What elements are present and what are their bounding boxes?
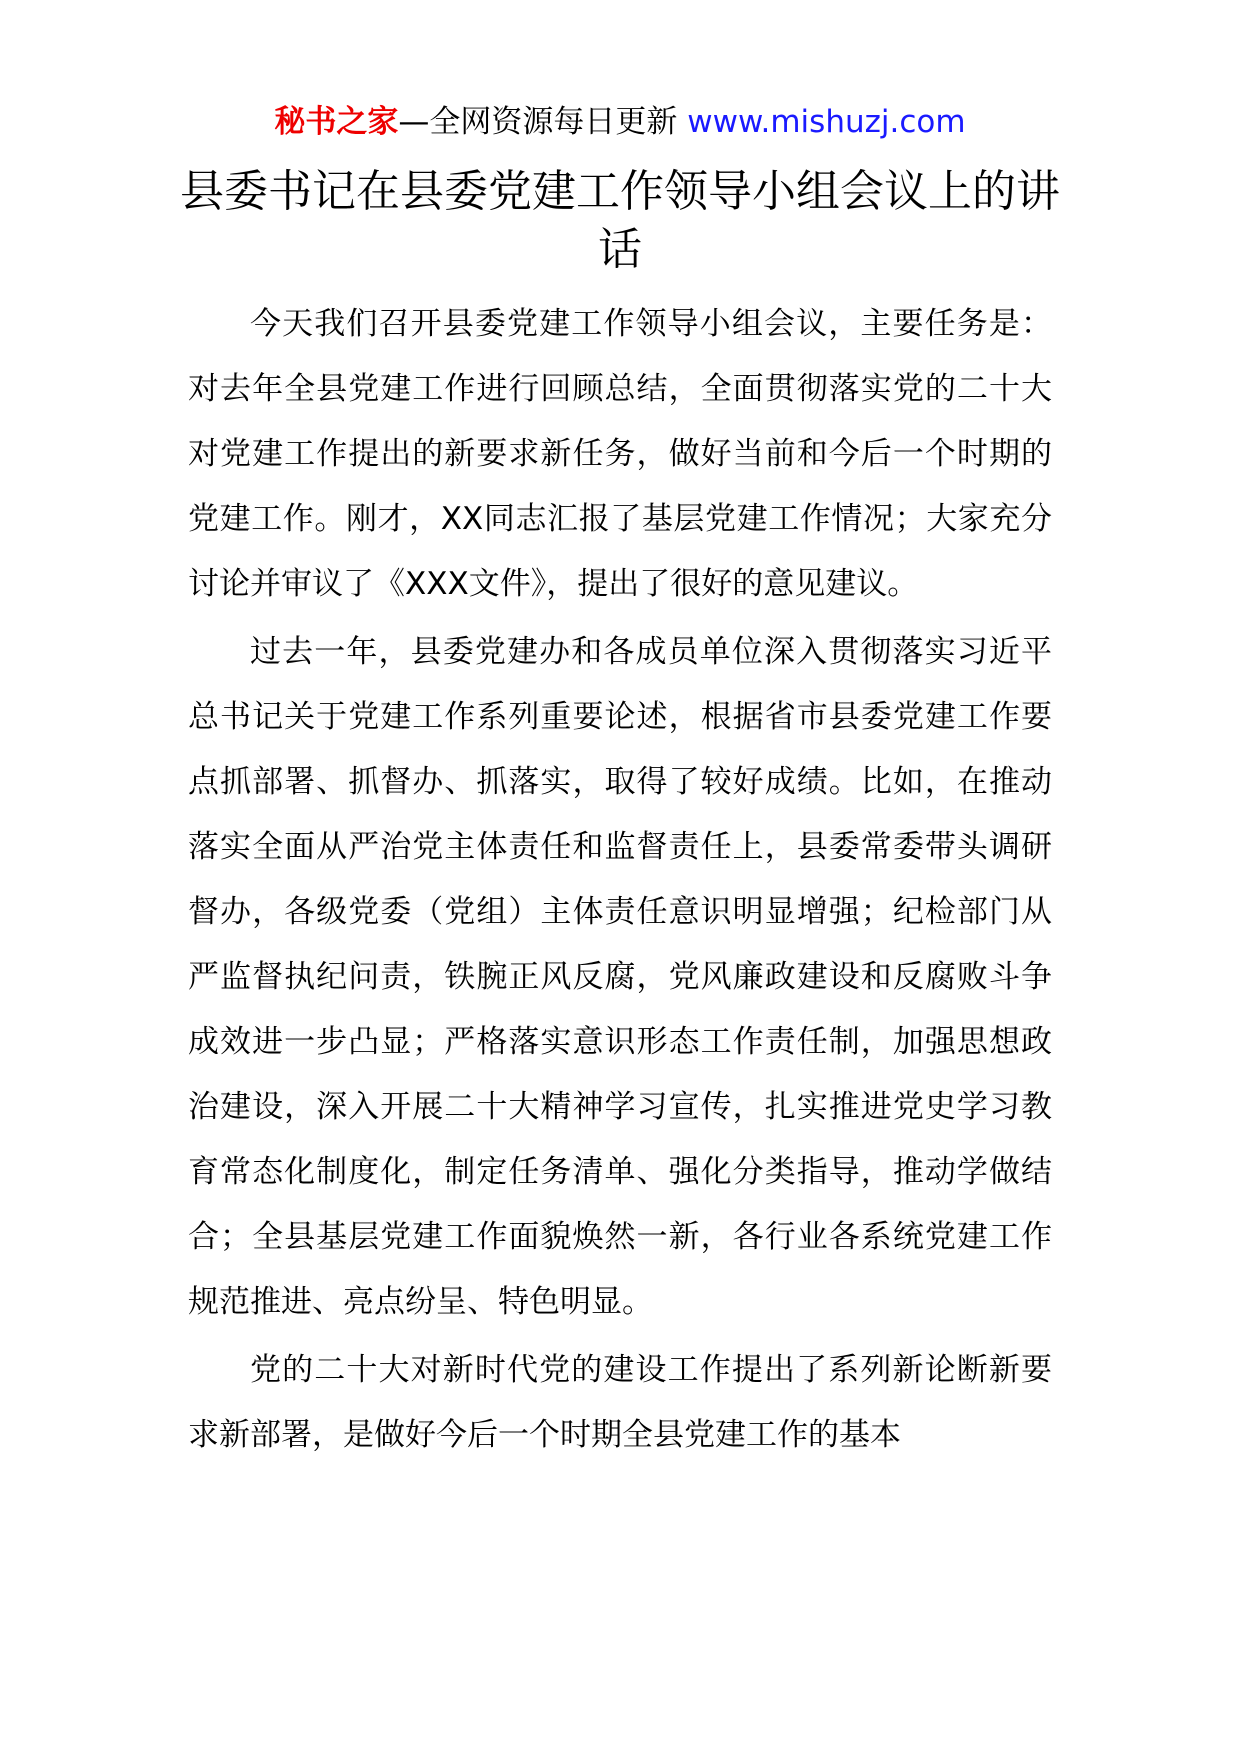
site-tagline: —全网资源每日更新 [398, 104, 688, 140]
document-body [188, 292, 1052, 1471]
site-brand: 秘书之家 [274, 104, 399, 140]
paragraph: 党的二十大对新时代党的建设工作提出了系列新论断新要求新部署，是做好今后一个时期全县党建工作的基本 [188, 1352, 1052, 1453]
site-url-link[interactable]: www.mishuzj.com [687, 104, 966, 140]
paragraph: 过去一年，县委党建办和各成员单位深入贯彻落实习近平总书记关于党建工作系列重要论述，根据省市县委党建工作要点抓部署、抓督办、抓落实，取得了较好成绩。比如，在推动落实全面从严治党主体责任和监督责任上，县委常委带头调研督办，各级党委（党组）主体责任意识明显增强；纪检部门从严监督执纪问责，铁腕正风反腐，党风廉政建设和反腐败斗争成效进一步凸显；严格落实意识形态工作责任制，加强思想政治建设，深入开展二十大精神学习宣传，扎实推进党史学习教育常态化制度化，制定任务清单、强化分类指导，推动学做结合；全县基层党建工作面貌焕然一新，各行业各系统党建工作规范推进、亮点纷呈、特色明显。 [188, 634, 1052, 1320]
paragraph: 今天我们召开县委党建工作领导小组会议，主要任务是：对去年全县党建工作进行回顾总结，全面贯彻落实党的二十大对党建工作提出的新要求新任务，做好当前和今后一个时期的党建工作。刚才，XX同志汇报了基层党建工作情况；大家充分讨论并审议了《XXX文件》，提出了很好的意见建议。 [188, 306, 1052, 602]
document-title: 县委书记在县委党建工作领导小组会议上的讲话 [180, 166, 1060, 275]
site-header [0, 100, 1240, 144]
